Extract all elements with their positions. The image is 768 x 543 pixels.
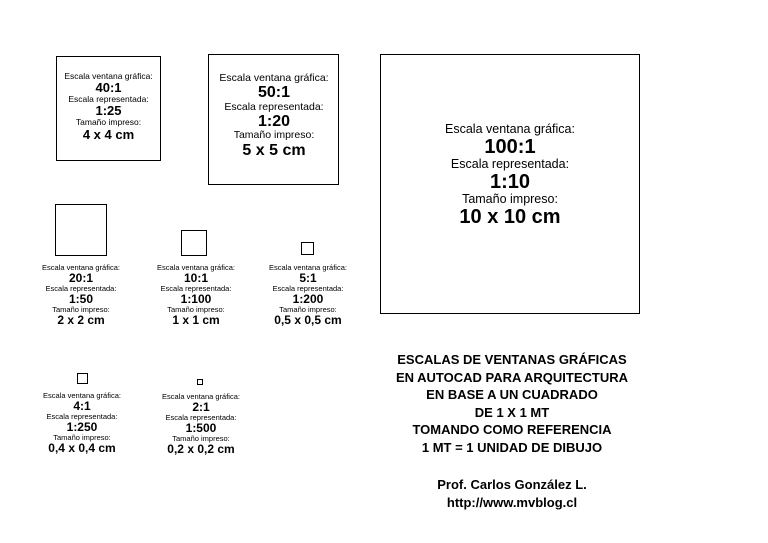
title-line: EN AUTOCAD PARA ARQUITECTURA bbox=[395, 369, 629, 385]
window-scale-label: Escala ventana gráfica: bbox=[269, 263, 347, 272]
represented-scale-value: 1:200 bbox=[292, 292, 324, 307]
represented-scale-value: 1:50 bbox=[68, 292, 94, 307]
scale-group-50-1 bbox=[204, 73, 344, 159]
represented-scale-label: Escala representada: bbox=[68, 94, 149, 105]
diagram-title bbox=[372, 351, 652, 456]
represented-scale-value: 1:10 bbox=[489, 170, 531, 193]
scale-group-4-1 bbox=[32, 392, 132, 455]
printed-size-label: Tamaño impreso: bbox=[172, 434, 230, 444]
window-scale-label: Escala ventana gráfica: bbox=[445, 122, 575, 136]
printed-size-label: Tamaño impreso: bbox=[53, 433, 111, 443]
window-scale-value: 50:1 bbox=[257, 84, 291, 102]
window-scale-value: 100:1 bbox=[484, 135, 536, 158]
window-scale-value: 10:1 bbox=[183, 271, 209, 286]
printed-size-label: Tamaño impreso: bbox=[279, 305, 337, 315]
window-scale-value: 20:1 bbox=[68, 271, 94, 286]
scale-group-2-1 bbox=[151, 393, 251, 456]
printed-size-value: 0,2 x 0,2 cm bbox=[167, 442, 235, 457]
window-scale-value: 2:1 bbox=[192, 400, 210, 415]
window-scale-value: 5:1 bbox=[299, 271, 317, 286]
window-scale-label: Escala ventana gráfica: bbox=[42, 263, 120, 272]
represented-scale-label: Escala representada: bbox=[46, 412, 118, 422]
scale-group-100-1 bbox=[410, 123, 610, 228]
viewport-square-20-1 bbox=[55, 204, 107, 256]
title-line: 1 MT = 1 UNIDAD DE DIBUJO bbox=[421, 439, 603, 455]
printed-size-label: Tamaño impreso: bbox=[75, 117, 142, 128]
represented-scale-label: Escala representada: bbox=[450, 157, 570, 172]
window-scale-label: Escala ventana gráfica: bbox=[219, 72, 329, 84]
window-scale-value: 40:1 bbox=[95, 80, 122, 96]
viewport-square-10-1 bbox=[181, 230, 207, 256]
printed-size-value: 5 x 5 cm bbox=[242, 141, 306, 159]
viewport-square-4-1 bbox=[77, 373, 88, 384]
represented-scale-value: 1:20 bbox=[257, 112, 291, 130]
window-scale-label: Escala ventana gráfica: bbox=[64, 71, 153, 81]
printed-size-value: 2 x 2 cm bbox=[57, 313, 105, 328]
title-line: DE 1 X 1 MT bbox=[474, 404, 550, 420]
title-line: TOMANDO COMO REFERENCIA bbox=[412, 422, 612, 437]
represented-scale-label: Escala representada: bbox=[160, 284, 232, 294]
scale-group-10-1 bbox=[146, 264, 246, 327]
represented-scale-value: 1:500 bbox=[185, 421, 217, 436]
printed-size-value: 1 x 1 cm bbox=[172, 313, 220, 328]
title-line: EN BASE A UN CUADRADO bbox=[426, 387, 598, 402]
scale-group-20-1 bbox=[31, 264, 131, 327]
printed-size-value: 4 x 4 cm bbox=[82, 126, 135, 142]
represented-scale-label: Escala representada: bbox=[224, 100, 324, 113]
represented-scale-value: 1:25 bbox=[95, 103, 122, 119]
represented-scale-label: Escala representada: bbox=[272, 284, 344, 294]
window-scale-label: Escala ventana gráfica: bbox=[157, 263, 235, 272]
printed-size-label: Tamaño impreso: bbox=[233, 129, 315, 142]
printed-size-label: Tamaño impreso: bbox=[167, 305, 225, 315]
printed-size-value: 10 x 10 cm bbox=[459, 205, 561, 228]
author-name: Prof. Carlos González L. bbox=[437, 477, 587, 492]
title-line: ESCALAS DE VENTANAS GRÁFICAS bbox=[397, 352, 627, 367]
window-scale-label: Escala ventana gráfica: bbox=[162, 392, 240, 401]
author-credit bbox=[372, 476, 652, 511]
represented-scale-label: Escala representada: bbox=[45, 284, 117, 294]
printed-size-label: Tamaño impreso: bbox=[462, 192, 558, 207]
scale-group-40-1 bbox=[48, 72, 169, 142]
author-url: http://www.mvblog.cl bbox=[446, 494, 578, 510]
viewport-square-5-1 bbox=[301, 242, 314, 255]
window-scale-label: Escala ventana gráfica: bbox=[43, 391, 121, 400]
window-scale-value: 4:1 bbox=[73, 399, 91, 414]
represented-scale-label: Escala representada: bbox=[165, 413, 237, 423]
printed-size-value: 0,5 x 0,5 cm bbox=[274, 313, 342, 328]
represented-scale-value: 1:250 bbox=[66, 420, 98, 435]
printed-size-value: 0,4 x 0,4 cm bbox=[48, 441, 116, 456]
represented-scale-value: 1:100 bbox=[180, 292, 212, 307]
scale-group-5-1 bbox=[258, 264, 358, 327]
printed-size-label: Tamaño impreso: bbox=[52, 305, 110, 315]
viewport-square-2-1 bbox=[197, 379, 203, 385]
